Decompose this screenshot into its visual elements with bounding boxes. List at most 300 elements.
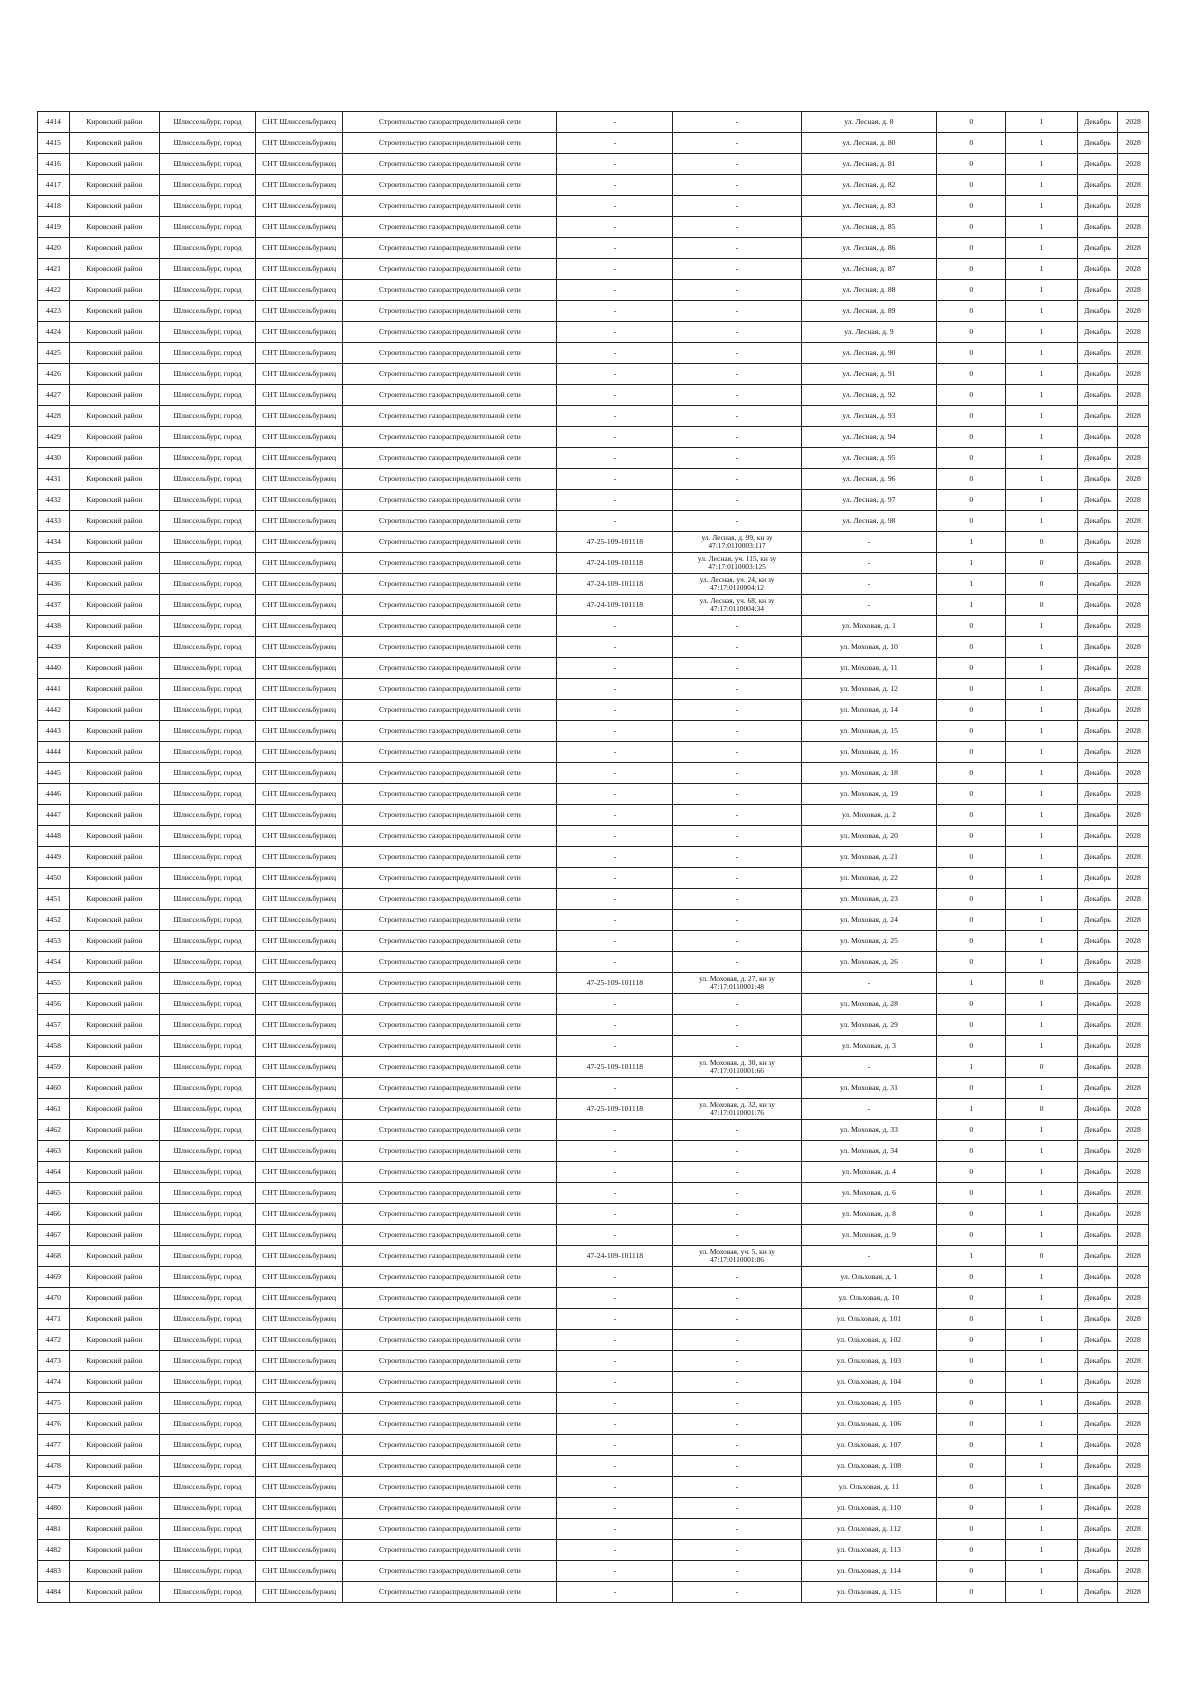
table-row bbox=[38, 616, 1149, 637]
address-cell: ул. Лесная, д. 90 bbox=[801, 343, 936, 364]
value-b-cell: 1 bbox=[1006, 406, 1077, 427]
plot-cadastral-cell: - bbox=[673, 679, 801, 700]
settlement-cell: Шлиссельбург, город bbox=[160, 1309, 256, 1330]
work-type-cell: Строительство газораспределительной сети bbox=[343, 952, 557, 973]
code-cell: - bbox=[557, 1078, 673, 1099]
district-cell: Кировский район bbox=[69, 679, 160, 700]
value-b-cell: 1 bbox=[1006, 826, 1077, 847]
snt-name-cell: СНТ Шлиссельбуржец bbox=[255, 595, 343, 616]
work-type-cell: Строительство газораспределительной сети bbox=[343, 595, 557, 616]
value-a-cell: 0 bbox=[937, 1456, 1006, 1477]
settlement-cell: Шлиссельбург, город bbox=[160, 1225, 256, 1246]
district-cell: Кировский район bbox=[69, 406, 160, 427]
snt-name-cell: СНТ Шлиссельбуржец bbox=[255, 133, 343, 154]
settlement-cell: Шлиссельбург, город bbox=[160, 1057, 256, 1078]
code-cell: - bbox=[557, 931, 673, 952]
month-cell: Декабрь bbox=[1077, 448, 1118, 469]
snt-name-cell: СНТ Шлиссельбуржец bbox=[255, 280, 343, 301]
month-cell: Декабрь bbox=[1077, 1477, 1118, 1498]
month-cell: Декабрь bbox=[1077, 721, 1118, 742]
settlement-cell: Шлиссельбург, город bbox=[160, 1078, 256, 1099]
value-b-cell: 1 bbox=[1006, 217, 1077, 238]
year-cell: 2028 bbox=[1118, 700, 1149, 721]
code-cell: 47-24-109-101118 bbox=[557, 553, 673, 574]
row-number-cell: 4452 bbox=[38, 910, 70, 931]
month-cell: Декабрь bbox=[1077, 784, 1118, 805]
value-a-cell: 0 bbox=[937, 742, 1006, 763]
value-a-cell: 0 bbox=[937, 154, 1006, 175]
table-row bbox=[38, 343, 1149, 364]
plot-cadastral-cell: - bbox=[673, 700, 801, 721]
district-cell: Кировский район bbox=[69, 1036, 160, 1057]
value-a-cell: 0 bbox=[937, 259, 1006, 280]
month-cell: Декабрь bbox=[1077, 427, 1118, 448]
address-cell: ул. Моховая, д. 25 bbox=[801, 931, 936, 952]
settlement-cell: Шлиссельбург, город bbox=[160, 868, 256, 889]
row-number-cell: 4482 bbox=[38, 1540, 70, 1561]
work-type-cell: Строительство газораспределительной сети bbox=[343, 910, 557, 931]
table-row bbox=[38, 217, 1149, 238]
row-number-cell: 4464 bbox=[38, 1162, 70, 1183]
row-number-cell: 4479 bbox=[38, 1477, 70, 1498]
code-cell: - bbox=[557, 637, 673, 658]
value-b-cell: 1 bbox=[1006, 1267, 1077, 1288]
table-row bbox=[38, 1519, 1149, 1540]
value-b-cell: 1 bbox=[1006, 1582, 1077, 1603]
year-cell: 2028 bbox=[1118, 1204, 1149, 1225]
settlement-cell: Шлиссельбург, город bbox=[160, 154, 256, 175]
district-cell: Кировский район bbox=[69, 658, 160, 679]
month-cell: Декабрь bbox=[1077, 280, 1118, 301]
year-cell: 2028 bbox=[1118, 301, 1149, 322]
month-cell: Декабрь bbox=[1077, 679, 1118, 700]
code-cell: - bbox=[557, 133, 673, 154]
settlement-cell: Шлиссельбург, город bbox=[160, 910, 256, 931]
value-b-cell: 1 bbox=[1006, 1561, 1077, 1582]
month-cell: Декабрь bbox=[1077, 910, 1118, 931]
work-type-cell: Строительство газораспределительной сети bbox=[343, 1204, 557, 1225]
year-cell: 2028 bbox=[1118, 1330, 1149, 1351]
row-number-cell: 4434 bbox=[38, 532, 70, 553]
work-type-cell: Строительство газораспределительной сети bbox=[343, 700, 557, 721]
address-cell: ул. Лесная, д. 91 bbox=[801, 364, 936, 385]
settlement-cell: Шлиссельбург, город bbox=[160, 112, 256, 133]
value-b-cell: 1 bbox=[1006, 721, 1077, 742]
table-row bbox=[38, 280, 1149, 301]
code-cell: - bbox=[557, 343, 673, 364]
district-cell: Кировский район bbox=[69, 1099, 160, 1120]
settlement-cell: Шлиссельбург, город bbox=[160, 994, 256, 1015]
plot-cadastral-cell: - bbox=[673, 364, 801, 385]
snt-name-cell: СНТ Шлиссельбуржец bbox=[255, 1225, 343, 1246]
value-b-cell: 1 bbox=[1006, 847, 1077, 868]
district-cell: Кировский район bbox=[69, 511, 160, 532]
code-cell: - bbox=[557, 1561, 673, 1582]
code-cell: - bbox=[557, 259, 673, 280]
value-a-cell: 0 bbox=[937, 1036, 1006, 1057]
address-cell: ул. Ольховая, д. 11 bbox=[801, 1477, 936, 1498]
work-type-cell: Строительство газораспределительной сети bbox=[343, 1267, 557, 1288]
district-cell: Кировский район bbox=[69, 1435, 160, 1456]
year-cell: 2028 bbox=[1118, 154, 1149, 175]
snt-name-cell: СНТ Шлиссельбуржец bbox=[255, 1078, 343, 1099]
settlement-cell: Шлиссельбург, город bbox=[160, 1120, 256, 1141]
address-cell: ул. Моховая, д. 15 bbox=[801, 721, 936, 742]
work-type-cell: Строительство газораспределительной сети bbox=[343, 1372, 557, 1393]
plot-cadastral-cell: - bbox=[673, 784, 801, 805]
district-cell: Кировский район bbox=[69, 1120, 160, 1141]
month-cell: Декабрь bbox=[1077, 259, 1118, 280]
district-cell: Кировский район bbox=[69, 1309, 160, 1330]
plot-cadastral-cell: - bbox=[673, 1435, 801, 1456]
plot-cadastral-cell: - bbox=[673, 490, 801, 511]
settlement-cell: Шлиссельбург, город bbox=[160, 364, 256, 385]
address-cell: ул. Моховая, д. 11 bbox=[801, 658, 936, 679]
row-number-cell: 4472 bbox=[38, 1330, 70, 1351]
plot-cadastral-cell: ул. Лесная, уч. 68, кн зу 47:17:0110004:34 bbox=[673, 595, 801, 616]
row-number-cell: 4480 bbox=[38, 1498, 70, 1519]
work-type-cell: Строительство газораспределительной сети bbox=[343, 1414, 557, 1435]
address-cell: ул. Ольховая, д. 105 bbox=[801, 1393, 936, 1414]
row-number-cell: 4420 bbox=[38, 238, 70, 259]
district-cell: Кировский район bbox=[69, 1204, 160, 1225]
table-row bbox=[38, 1057, 1149, 1078]
district-cell: Кировский район bbox=[69, 637, 160, 658]
month-cell: Декабрь bbox=[1077, 553, 1118, 574]
value-a-cell: 0 bbox=[937, 1393, 1006, 1414]
settlement-cell: Шлиссельбург, город bbox=[160, 322, 256, 343]
work-type-cell: Строительство газораспределительной сети bbox=[343, 1099, 557, 1120]
value-a-cell: 0 bbox=[937, 175, 1006, 196]
district-cell: Кировский район bbox=[69, 700, 160, 721]
month-cell: Декабрь bbox=[1077, 1351, 1118, 1372]
value-b-cell: 1 bbox=[1006, 1162, 1077, 1183]
code-cell: - bbox=[557, 1477, 673, 1498]
month-cell: Декабрь bbox=[1077, 700, 1118, 721]
address-cell: ул. Ольховая, д. 112 bbox=[801, 1519, 936, 1540]
district-cell: Кировский район bbox=[69, 1540, 160, 1561]
row-number-cell: 4426 bbox=[38, 364, 70, 385]
table-row bbox=[38, 1309, 1149, 1330]
address-cell: ул. Моховая, д. 12 bbox=[801, 679, 936, 700]
plot-cadastral-cell: - bbox=[673, 1372, 801, 1393]
table-row bbox=[38, 469, 1149, 490]
work-type-cell: Строительство газораспределительной сети bbox=[343, 1078, 557, 1099]
value-b-cell: 1 bbox=[1006, 1393, 1077, 1414]
year-cell: 2028 bbox=[1118, 1246, 1149, 1267]
snt-name-cell: СНТ Шлиссельбуржец bbox=[255, 1561, 343, 1582]
settlement-cell: Шлиссельбург, город bbox=[160, 385, 256, 406]
work-type-cell: Строительство газораспределительной сети bbox=[343, 133, 557, 154]
value-a-cell: 0 bbox=[937, 679, 1006, 700]
plot-cadastral-cell: - bbox=[673, 910, 801, 931]
address-cell: ул. Моховая, д. 4 bbox=[801, 1162, 936, 1183]
code-cell: - bbox=[557, 721, 673, 742]
district-cell: Кировский район bbox=[69, 280, 160, 301]
work-type-cell: Строительство газораспределительной сети bbox=[343, 574, 557, 595]
row-number-cell: 4436 bbox=[38, 574, 70, 595]
value-b-cell: 1 bbox=[1006, 301, 1077, 322]
snt-name-cell: СНТ Шлиссельбуржец bbox=[255, 1351, 343, 1372]
plot-cadastral-cell: - bbox=[673, 217, 801, 238]
work-type-cell: Строительство газораспределительной сети bbox=[343, 1246, 557, 1267]
work-type-cell: Строительство газораспределительной сети bbox=[343, 1519, 557, 1540]
work-type-cell: Строительство газораспределительной сети bbox=[343, 175, 557, 196]
plot-cadastral-cell: - bbox=[673, 1351, 801, 1372]
table-row bbox=[38, 1183, 1149, 1204]
snt-name-cell: СНТ Шлиссельбуржец bbox=[255, 1036, 343, 1057]
settlement-cell: Шлиссельбург, город bbox=[160, 175, 256, 196]
address-cell: ул. Моховая, д. 21 bbox=[801, 847, 936, 868]
snt-name-cell: СНТ Шлиссельбуржец bbox=[255, 532, 343, 553]
table-row bbox=[38, 1414, 1149, 1435]
value-a-cell: 0 bbox=[937, 196, 1006, 217]
settlement-cell: Шлиссельбург, город bbox=[160, 1015, 256, 1036]
code-cell: - bbox=[557, 1015, 673, 1036]
settlement-cell: Шлиссельбург, город bbox=[160, 1435, 256, 1456]
value-a-cell: 0 bbox=[937, 1477, 1006, 1498]
snt-name-cell: СНТ Шлиссельбуржец bbox=[255, 721, 343, 742]
row-number-cell: 4414 bbox=[38, 112, 70, 133]
address-cell: ул. Ольховая, д. 1 bbox=[801, 1267, 936, 1288]
snt-name-cell: СНТ Шлиссельбуржец bbox=[255, 889, 343, 910]
plot-cadastral-cell: - bbox=[673, 1183, 801, 1204]
month-cell: Декабрь bbox=[1077, 1120, 1118, 1141]
snt-name-cell: СНТ Шлиссельбуржец bbox=[255, 847, 343, 868]
year-cell: 2028 bbox=[1118, 427, 1149, 448]
table-row bbox=[38, 910, 1149, 931]
settlement-cell: Шлиссельбург, город bbox=[160, 1414, 256, 1435]
table-row bbox=[38, 700, 1149, 721]
address-cell: ул. Моховая, д. 24 bbox=[801, 910, 936, 931]
table-row bbox=[38, 427, 1149, 448]
value-b-cell: 1 bbox=[1006, 1456, 1077, 1477]
address-cell: ул. Лесная, д. 94 bbox=[801, 427, 936, 448]
month-cell: Декабрь bbox=[1077, 133, 1118, 154]
month-cell: Декабрь bbox=[1077, 1288, 1118, 1309]
row-number-cell: 4465 bbox=[38, 1183, 70, 1204]
snt-name-cell: СНТ Шлиссельбуржец bbox=[255, 448, 343, 469]
code-cell: - bbox=[557, 700, 673, 721]
work-type-cell: Строительство газораспределительной сети bbox=[343, 469, 557, 490]
code-cell: - bbox=[557, 805, 673, 826]
month-cell: Декабрь bbox=[1077, 1456, 1118, 1477]
code-cell: - bbox=[557, 490, 673, 511]
address-cell: ул. Лесная, д. 98 bbox=[801, 511, 936, 532]
code-cell: 47-25-109-101118 bbox=[557, 1099, 673, 1120]
table-row bbox=[38, 1204, 1149, 1225]
address-cell: ул. Лесная, д. 96 bbox=[801, 469, 936, 490]
value-b-cell: 1 bbox=[1006, 1141, 1077, 1162]
month-cell: Декабрь bbox=[1077, 1057, 1118, 1078]
snt-name-cell: СНТ Шлиссельбуржец bbox=[255, 1477, 343, 1498]
value-a-cell: 0 bbox=[937, 637, 1006, 658]
table-row bbox=[38, 595, 1149, 616]
address-cell: ул. Моховая, д. 14 bbox=[801, 700, 936, 721]
code-cell: - bbox=[557, 1204, 673, 1225]
row-number-cell: 4458 bbox=[38, 1036, 70, 1057]
code-cell: - bbox=[557, 1120, 673, 1141]
value-b-cell: 1 bbox=[1006, 763, 1077, 784]
value-a-cell: 0 bbox=[937, 133, 1006, 154]
code-cell: - bbox=[557, 364, 673, 385]
code-cell: - bbox=[557, 1330, 673, 1351]
value-b-cell: 1 bbox=[1006, 784, 1077, 805]
district-cell: Кировский район bbox=[69, 1393, 160, 1414]
row-number-cell: 4477 bbox=[38, 1435, 70, 1456]
address-cell: ул. Лесная, д. 9 bbox=[801, 322, 936, 343]
table-row bbox=[38, 721, 1149, 742]
register-table-body bbox=[38, 112, 1149, 1603]
snt-name-cell: СНТ Шлиссельбуржец bbox=[255, 469, 343, 490]
year-cell: 2028 bbox=[1118, 973, 1149, 994]
address-cell: - bbox=[801, 1246, 936, 1267]
plot-cadastral-cell: - bbox=[673, 1015, 801, 1036]
value-a-cell: 0 bbox=[937, 784, 1006, 805]
district-cell: Кировский район bbox=[69, 826, 160, 847]
table-row bbox=[38, 406, 1149, 427]
row-number-cell: 4438 bbox=[38, 616, 70, 637]
settlement-cell: Шлиссельбург, город bbox=[160, 1540, 256, 1561]
district-cell: Кировский район bbox=[69, 1162, 160, 1183]
code-cell: - bbox=[557, 301, 673, 322]
year-cell: 2028 bbox=[1118, 343, 1149, 364]
row-number-cell: 4463 bbox=[38, 1141, 70, 1162]
month-cell: Декабрь bbox=[1077, 238, 1118, 259]
address-cell: ул. Моховая, д. 34 bbox=[801, 1141, 936, 1162]
month-cell: Декабрь bbox=[1077, 1372, 1118, 1393]
snt-name-cell: СНТ Шлиссельбуржец bbox=[255, 1330, 343, 1351]
snt-name-cell: СНТ Шлиссельбуржец bbox=[255, 1519, 343, 1540]
plot-cadastral-cell: - bbox=[673, 1456, 801, 1477]
month-cell: Декабрь bbox=[1077, 1225, 1118, 1246]
row-number-cell: 4446 bbox=[38, 784, 70, 805]
work-type-cell: Строительство газораспределительной сети bbox=[343, 763, 557, 784]
year-cell: 2028 bbox=[1118, 238, 1149, 259]
year-cell: 2028 bbox=[1118, 1120, 1149, 1141]
value-a-cell: 0 bbox=[937, 1435, 1006, 1456]
address-cell: ул. Ольховая, д. 108 bbox=[801, 1456, 936, 1477]
snt-name-cell: СНТ Шлиссельбуржец bbox=[255, 1267, 343, 1288]
settlement-cell: Шлиссельбург, город bbox=[160, 1288, 256, 1309]
month-cell: Декабрь bbox=[1077, 1498, 1118, 1519]
snt-name-cell: СНТ Шлиссельбуржец bbox=[255, 868, 343, 889]
table-row bbox=[38, 1330, 1149, 1351]
value-b-cell: 1 bbox=[1006, 1372, 1077, 1393]
value-a-cell: 0 bbox=[937, 805, 1006, 826]
row-number-cell: 4425 bbox=[38, 343, 70, 364]
table-row bbox=[38, 1351, 1149, 1372]
snt-name-cell: СНТ Шлиссельбуржец bbox=[255, 1183, 343, 1204]
month-cell: Декабрь bbox=[1077, 805, 1118, 826]
table-row bbox=[38, 1162, 1149, 1183]
work-type-cell: Строительство газораспределительной сети bbox=[343, 1456, 557, 1477]
table-row bbox=[38, 385, 1149, 406]
month-cell: Декабрь bbox=[1077, 1141, 1118, 1162]
value-b-cell: 1 bbox=[1006, 700, 1077, 721]
year-cell: 2028 bbox=[1118, 469, 1149, 490]
table-row bbox=[38, 679, 1149, 700]
work-type-cell: Строительство газораспределительной сети bbox=[343, 1057, 557, 1078]
row-number-cell: 4455 bbox=[38, 973, 70, 994]
district-cell: Кировский район bbox=[69, 217, 160, 238]
settlement-cell: Шлиссельбург, город bbox=[160, 616, 256, 637]
table-row bbox=[38, 1393, 1149, 1414]
month-cell: Декабрь bbox=[1077, 364, 1118, 385]
value-a-cell: 0 bbox=[937, 721, 1006, 742]
month-cell: Декабрь bbox=[1077, 1162, 1118, 1183]
year-cell: 2028 bbox=[1118, 616, 1149, 637]
value-a-cell: 0 bbox=[937, 1519, 1006, 1540]
value-a-cell: 0 bbox=[937, 1183, 1006, 1204]
row-number-cell: 4453 bbox=[38, 931, 70, 952]
work-type-cell: Строительство газораспределительной сети bbox=[343, 931, 557, 952]
value-a-cell: 0 bbox=[937, 1120, 1006, 1141]
work-type-cell: Строительство газораспределительной сети bbox=[343, 1351, 557, 1372]
plot-cadastral-cell: - bbox=[673, 742, 801, 763]
settlement-cell: Шлиссельбург, город bbox=[160, 658, 256, 679]
work-type-cell: Строительство газораспределительной сети bbox=[343, 742, 557, 763]
value-b-cell: 1 bbox=[1006, 1351, 1077, 1372]
value-b-cell: 1 bbox=[1006, 259, 1077, 280]
value-a-cell: 0 bbox=[937, 469, 1006, 490]
settlement-cell: Шлиссельбург, город bbox=[160, 1141, 256, 1162]
value-b-cell: 1 bbox=[1006, 154, 1077, 175]
table-row bbox=[38, 889, 1149, 910]
value-a-cell: 1 bbox=[937, 532, 1006, 553]
district-cell: Кировский район bbox=[69, 1414, 160, 1435]
value-b-cell: 1 bbox=[1006, 112, 1077, 133]
table-row bbox=[38, 553, 1149, 574]
district-cell: Кировский район bbox=[69, 994, 160, 1015]
table-row bbox=[38, 1477, 1149, 1498]
year-cell: 2028 bbox=[1118, 826, 1149, 847]
month-cell: Декабрь bbox=[1077, 175, 1118, 196]
code-cell: - bbox=[557, 952, 673, 973]
row-number-cell: 4483 bbox=[38, 1561, 70, 1582]
table-row bbox=[38, 322, 1149, 343]
table-row bbox=[38, 1246, 1149, 1267]
year-cell: 2028 bbox=[1118, 448, 1149, 469]
plot-cadastral-cell: ул. Моховая, уч. 5, кн зу 47:17:0110001:86 bbox=[673, 1246, 801, 1267]
value-b-cell: 1 bbox=[1006, 931, 1077, 952]
code-cell: - bbox=[557, 847, 673, 868]
code-cell: - bbox=[557, 1456, 673, 1477]
district-cell: Кировский район bbox=[69, 1582, 160, 1603]
work-type-cell: Строительство газораспределительной сети bbox=[343, 532, 557, 553]
settlement-cell: Шлиссельбург, город bbox=[160, 259, 256, 280]
address-cell: ул. Ольховая, д. 106 bbox=[801, 1414, 936, 1435]
year-cell: 2028 bbox=[1118, 1477, 1149, 1498]
plot-cadastral-cell: - bbox=[673, 1561, 801, 1582]
month-cell: Декабрь bbox=[1077, 637, 1118, 658]
value-a-cell: 1 bbox=[937, 1057, 1006, 1078]
table-row bbox=[38, 364, 1149, 385]
snt-name-cell: СНТ Шлиссельбуржец bbox=[255, 1204, 343, 1225]
year-cell: 2028 bbox=[1118, 1057, 1149, 1078]
year-cell: 2028 bbox=[1118, 952, 1149, 973]
code-cell: 47-24-109-101118 bbox=[557, 595, 673, 616]
year-cell: 2028 bbox=[1118, 511, 1149, 532]
month-cell: Декабрь bbox=[1077, 1540, 1118, 1561]
address-cell: ул. Моховая, д. 6 bbox=[801, 1183, 936, 1204]
settlement-cell: Шлиссельбург, город bbox=[160, 973, 256, 994]
value-b-cell: 1 bbox=[1006, 1225, 1077, 1246]
table-row bbox=[38, 1099, 1149, 1120]
code-cell: - bbox=[557, 511, 673, 532]
snt-name-cell: СНТ Шлиссельбуржец bbox=[255, 805, 343, 826]
value-b-cell: 1 bbox=[1006, 1498, 1077, 1519]
